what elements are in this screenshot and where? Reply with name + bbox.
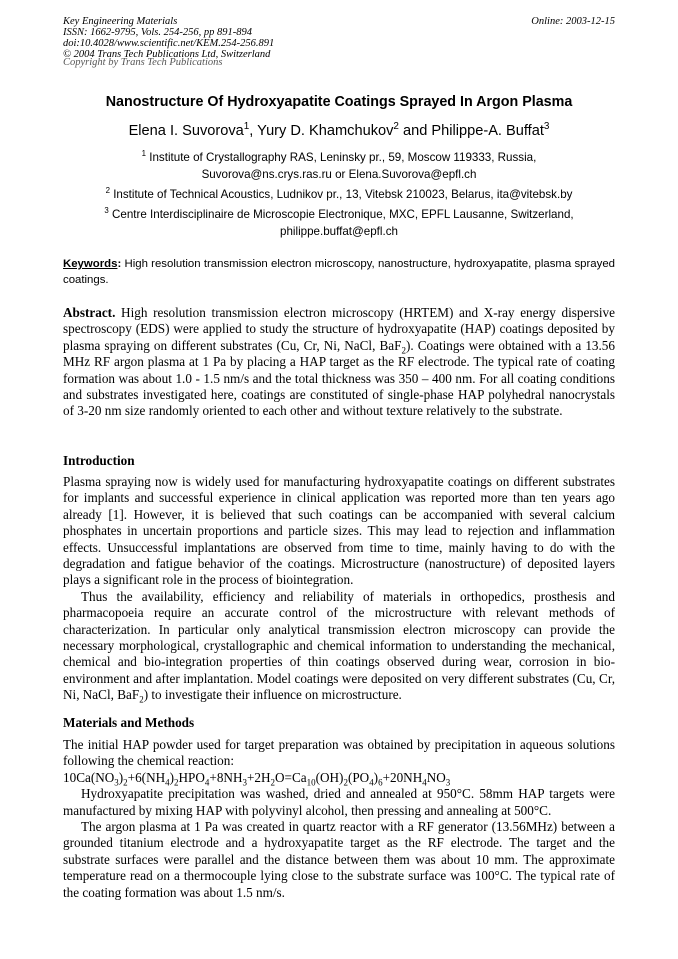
equation-text: HPO bbox=[178, 769, 205, 785]
equation-subscript: 3 bbox=[114, 777, 119, 788]
copyright-overlap-line: Copyright by Trans Tech Publications bbox=[63, 57, 223, 68]
affiliation-number: 2 bbox=[105, 186, 110, 196]
issn-line: ISSN: 1662-9795, Vols. 254-256, pp 891-894 bbox=[63, 27, 252, 38]
doi-line: doi:10.4028/www.scientific.net/KEM.254-256.891 bbox=[63, 38, 275, 49]
affiliation-2 bbox=[40, 186, 638, 203]
equation-text: O=Ca bbox=[275, 769, 307, 785]
keywords-block bbox=[63, 256, 615, 288]
subscript: 2 bbox=[401, 345, 406, 356]
affiliation-3 bbox=[40, 206, 638, 240]
equation-text: (OH) bbox=[315, 769, 344, 785]
paragraph: The initial HAP powder used for target preparation was obtained by precipitation in aqueous solutions following the chemical reaction: bbox=[63, 737, 615, 769]
paragraph: Hydroxyapatite precipitation was washed, dried and annealed at 950°C. 58mm HAP targets were manufactured by mixing HAP with polyvinyl alcohol, then pressing and annealing at 500°C. bbox=[63, 786, 615, 818]
section-heading-introduction: Introduction bbox=[63, 453, 135, 468]
keywords-text: High resolution transmission electron microscopy, nanostructure, hydroxyapatite, plasma sprayed coatings. bbox=[63, 258, 615, 286]
affiliation-number: 1 bbox=[141, 149, 147, 159]
paragraph bbox=[63, 589, 615, 704]
journal-name: Key Engineering Materials bbox=[63, 16, 178, 27]
equation-text: +2H bbox=[246, 769, 271, 785]
author-affiliation-mark: 3 bbox=[543, 121, 550, 133]
equation-text: (PO bbox=[347, 769, 370, 785]
affiliation-1 bbox=[40, 149, 638, 183]
equation-subscript: 4 bbox=[369, 777, 374, 788]
paragraph-text: ) to investigate their influence on microstructure. bbox=[143, 687, 402, 703]
equation-text: ) bbox=[373, 769, 379, 785]
chemical-equation bbox=[63, 770, 615, 786]
copyright-line: © 2004 Trans Tech Publications Ltd, Switzerland bbox=[63, 49, 271, 60]
equation-text: +20NH bbox=[382, 769, 423, 785]
equation-subscript: 3 bbox=[445, 777, 451, 788]
online-date: Online: 2003-12-15 bbox=[531, 16, 615, 27]
author-separator: , bbox=[249, 123, 258, 139]
equation-text: 10Ca(NO bbox=[63, 769, 115, 785]
subscript: 2 bbox=[139, 694, 144, 705]
author-name: Elena I. Suvorova bbox=[128, 123, 244, 139]
methods-body bbox=[63, 737, 615, 901]
affiliation-text: Institute of Technical Acoustics, Ludnikov pr., 13, Vitebsk 210023, Belarus, ita@vitebsk.by bbox=[113, 188, 573, 201]
equation-subscript: 3 bbox=[242, 777, 247, 788]
keywords-label: Keywords bbox=[63, 258, 118, 270]
keywords-colon: : bbox=[117, 258, 122, 270]
abstract-text: ). Coatings were obtained with a 13.56 MHz RF argon plasma at 1 Pa by placing a HAP target as the RF electrode. The typical rate of coating formation was about 1.0 - 1.5 nm/s and the total thickness was 350 – 400 nm. For all coating conditions and substrates investigated here, coatings are constituted of single-phase HAP polyhedral nanocrystals of 3-20 nm size randomly oriented to each other and without texture relatively to the substrate. bbox=[63, 337, 615, 419]
paragraph: Plasma spraying now is widely used for manufacturing hydroxyapatite coatings on different substrates for implants and successful experience in clinical application was reported more than ten years ago already [1]. However, it is believed that such coatings can be accompanied with several calcium phosphates in uncertain proportions and particle sizes. This may lead to rejection and inflammation effects. Unsuccessful implantations are observed from time to time, mainly having to do with the degradation and fatigue behavior of the coatings. Microstructure (nanostructure) of deposited layers plays a significant role in the process of biointegration. bbox=[63, 474, 615, 588]
abstract-text: High resolution transmission electron microscopy (HRTEM) and X-ray energy dispersive spectroscopy (EDS) were applied to study the structure of hydroxyapatite (HAP) coatings deposited by plasma spraying on different substrates (Cu, Cr, Ni, NaCl, BaF bbox=[63, 305, 615, 353]
equation-subscript: 4 bbox=[422, 777, 427, 788]
affiliation-emails: Suvorova@ns.crys.ras.ru or Elena.Suvorova@epfl.ch bbox=[201, 168, 477, 181]
equation-text: +6(NH bbox=[127, 769, 166, 785]
paragraph: The argon plasma at 1 Pa was created in quartz reactor with a RF generator (13.56MHz) between a grounded titanium electrode and a hydroxyapatite target as the RF electrode. The target and the substrate surfaces were parallel and the distance between them was about 10 mm. The approximate temperature read on a thermocouple lying close to the substrate surface was 100°C. The typical rate of the coating formation was about 1.5 nm/s. bbox=[63, 819, 615, 900]
author-line bbox=[20, 123, 658, 139]
equation-text: ) bbox=[169, 769, 175, 785]
author-separator: and bbox=[398, 123, 432, 139]
equation-text: +8NH bbox=[209, 769, 243, 785]
affiliation-text: Institute of Crystallography RAS, Leninsky pr., 59, Moscow 119333, Russia, bbox=[149, 151, 537, 164]
abstract-block bbox=[63, 305, 615, 420]
affiliation-text: Centre Interdisciplinaire de Microscopie Electronique, MXC, EPFL Lausanne, Switzerland, bbox=[112, 208, 574, 221]
author-affiliation-mark: 1 bbox=[243, 121, 250, 133]
equation-subscript: 2 bbox=[123, 777, 128, 788]
affiliation-number: 3 bbox=[104, 206, 109, 216]
equation-subscript: 6 bbox=[378, 777, 383, 788]
equation-subscript: 4 bbox=[165, 777, 170, 788]
author-name: Philippe-A. Buffat bbox=[431, 123, 544, 139]
equation-text: NO bbox=[426, 769, 446, 785]
equation-subscript: 4 bbox=[204, 777, 210, 788]
section-heading-materials-methods: Materials and Methods bbox=[63, 715, 195, 730]
journal-header bbox=[63, 16, 615, 68]
equation-subscript: 2 bbox=[270, 777, 276, 788]
affiliation-email: philippe.buffat@epfl.ch bbox=[280, 225, 398, 238]
equation-subscript: 2 bbox=[174, 777, 179, 788]
equation-subscript: 2 bbox=[343, 777, 348, 788]
abstract-label: Abstract. bbox=[63, 305, 116, 320]
equation-text: ) bbox=[118, 769, 124, 785]
author-name: Yury D. Khamchukov bbox=[257, 123, 394, 139]
author-affiliation-mark: 2 bbox=[393, 121, 399, 133]
paper-title: Nanostructure Of Hydroxyapatite Coatings Sprayed In Argon Plasma bbox=[105, 94, 573, 110]
paragraph-text: Thus the availability, efficiency and reliability of materials in orthopedics, prosthesis and pharmacopoeia require an accurate control of the microstructure with relevant methods of characterization. In particular only analytical transmission electron microscopy can provide the necessary morphological, crystallographic and chemical information to understanding the mechanical, chemical and bio-integration properties of thin coatings observed during wear, corrosion in bio-environment and after implantation. Model coatings were deposited on very different substrates (Cu, Cr, Ni, NaCl, BaF bbox=[63, 588, 615, 703]
introduction-body bbox=[63, 474, 615, 704]
equation-subscript: 10 bbox=[306, 777, 316, 788]
